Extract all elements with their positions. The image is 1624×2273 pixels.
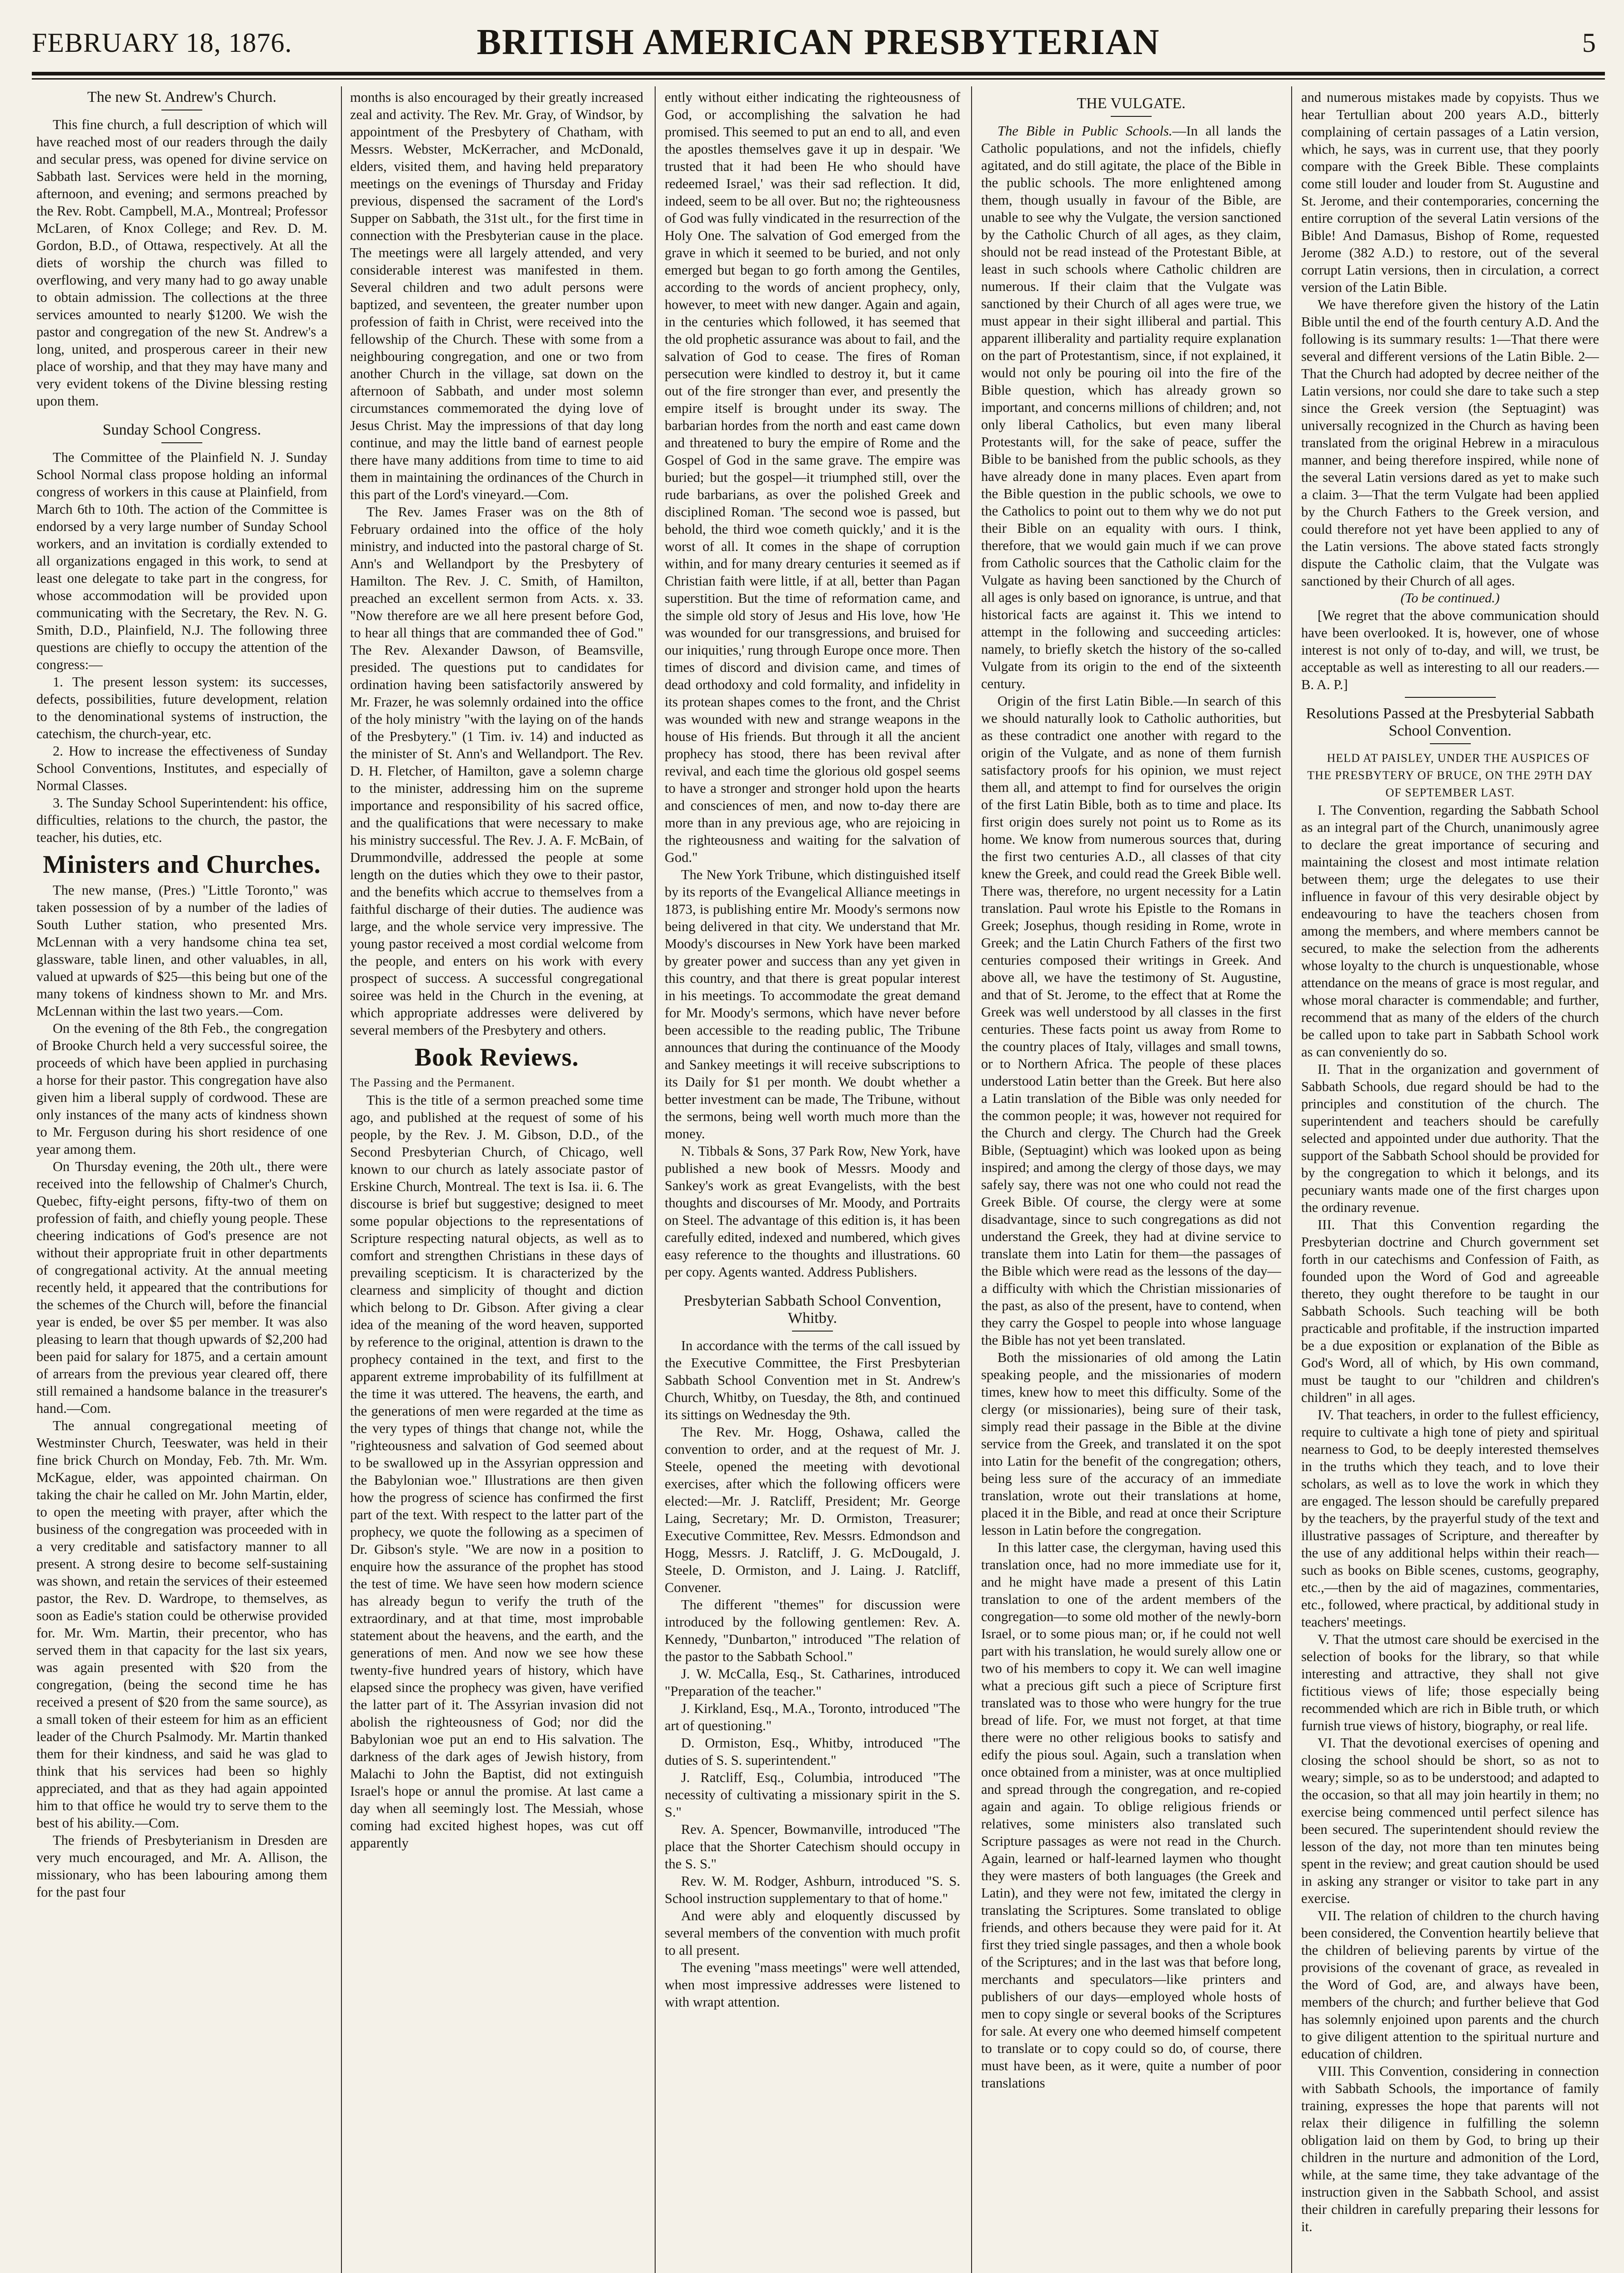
page-number: 5 — [1582, 28, 1596, 58]
column-4 — [981, 89, 1281, 2273]
section-heading: Ministers and Churches. — [43, 851, 321, 879]
article-paragraph: The Committee of the Plainfield N. J. Sunday School Normal class propose holding an informal congress of workers in this cause at Plainfield, from March 6th to 10th. The action of the Committee is endorsed by a very large number of Sunday School workers, and an invitation is cordially extended to all organizations engaged in this work, to send at least one delegate to take part in the congress, for whose accommodation will be provided upon communicating with the Secretary, the Rev. N. G. Smith, D.D., Plainfield, N.J. The following three questions are chiefly to occupy the attention of the congress:— — [36, 450, 327, 672]
newspaper-title: BRITISH AMERICAN PRESBYTERIAN — [476, 22, 1160, 62]
article-paragraph: The New York Tribune, which distinguished itself by its reports of the Evangelical Alliance meetings in 1873, is publishing entire Mr. Moody's sermons now being delivered in that city. We understand that Mr. Moody's discourses in New York have been marked by greater power and success than any yet given in this country, and that there is great popular interest in his meetings. To accommodate the great demand for Mr. Moody's sermons, which have never before been accessible to the reading public, The Tribune announces that during the continuance of the Moody and Sankey meetings it will receive subscriptions to its Daily for $1 per month. We doubt whether a better investment can be made, The Tribune, without the sermons, being well worth much more than the money. — [665, 867, 960, 1142]
divider — [1430, 743, 1471, 744]
divider — [1111, 116, 1152, 117]
column-2 — [350, 89, 643, 2273]
article-paragraph: In this latter case, the clergyman, having used this translation once, had no more immediate use for it, and he might have made a present of this Latin translation to one of the ardent members of the congregation—to some old mother of the newly-born Israel, or to some pious man; or, if he could not well part with his translation, he would surely allow one or two of his members to copy it. We can well imagine what a precious gift such a piece of Scripture first translated was to those who were hungry for the true bread of life. For, we must not forget, at that time there were no other religious books to satisfy and edify the pious soul. Again, such a translation when once obtained from a minister, was at once multiplied and spread through the congregation, and re-copied again and again. To oblige religious friends or relatives, some ministers also translated such Scripture passages as were not read in the Church. Again, learned or half-learned laymen who thought they were masters of both languages (the Greek and Latin), and they were not few, imitated the clergy in translating the Scriptures. Some translated to oblige friends, and others because they were paid for it. At first they tried single passages, and then a whole book of the Scriptures; and in the last was that before long, merchants and speculators—like printers and publishers of our days—employed whole hosts of men to copy single or several books of the Scriptures for sale. At every one who deemed himself competent to translate or to copy could so do, of course, there must have been, as it were, quite a number of poor translations — [981, 1540, 1281, 2091]
divider — [1405, 697, 1496, 698]
article-paragraph: N. Tibbals & Sons, 37 Park Row, New York, have published a new book of Messrs. Moody and Sankey's work as great Evangelists, with the best thoughts and discourses of Mr. Moody, and Portraits on Steel. The advantage of this edition is, it has been carefully edited, indexed and numbered, which gives easy reference to the thoughts and illustrations. 60 per copy. Agents wanted. Address Publishers. — [665, 1143, 960, 1280]
article-paragraph: The new manse, (Pres.) "Little Toronto," was taken possession of by a number of the ladies of South Luther station, who presented Mrs. McLennan with a very handsome china tea set, glassware, table linen, and other valuables, in all, valued at upwards of $25—this being but one of the many tokens of kindness shown to Mr. and Mrs. McLennan within the last two years.—Com. — [36, 882, 327, 1019]
column-divider — [971, 86, 972, 2273]
resolution-paragraph: III. That this Convention regarding the Presbyterian doctrine and Church government set forth in our catechisms and Confession of Faith, as founded upon the Word of God and agreeable thereto, they ought therefore to be taught in our Sabbath Schools. Such teaching will be both practicable and profitable, if the instruction imparted be a due exposition or explanation of the Bible as God's Word, all of which, by His own command, must be taught to our "children and children's children" in all ages. — [1301, 1217, 1599, 1405]
article-heading: Resolutions Passed at the Presbyterial Sabbath School Convention. — [1306, 705, 1594, 739]
column-3 — [665, 89, 960, 2273]
column-5 — [1301, 89, 1599, 2273]
section-heading: Book Reviews. — [414, 1043, 579, 1071]
article-heading: Presbyterian Sabbath School Convention, Whitby. — [683, 1292, 942, 1327]
resolution-paragraph: IV. That teachers, in order to the fullest efficiency, require to cultivate a high tone of piety and spiritual nearness to God, to be deeply interested themselves in the truths which they teach, and to love their scholars, as well as to love the work in which they are engaged. The lesson should be carefully prepared by the teachers, by the prayerful study of the text and illustrative passages of Scripture, and thereafter by the use of any additional helps within their reach—such as books on Bible scenes, customs, geography, etc.,—then by the aid of magazines, commentaries, etc., followed, where practical, by additional study in teachers' meetings. — [1301, 1407, 1599, 1630]
resolution-paragraph: I. The Convention, regarding the Sabbath School as an integral part of the Church, unanimously agree to declare the great importance of securing and maintaining the closest and most intimate relation between them; urge the delegates to use their influence in favour of this very desirable object by endeavouring to have the teachers chosen from among the members, and where members cannot be secured, to make the selection from the adherents whose loyalty to the church is unquestionable, whose attendance on the means of grace is most regular, and whose moral character is commendable; and further, recommend that as many of the elders of the church be called upon to take part in Sabbath School work as can conveniently do so. — [1301, 802, 1599, 1060]
article-paragraph: The friends of Presbyterianism in Dresden are very much encouraged, and Mr. A. Allison, the missionary, who has been labouring among them for the past four — [36, 1832, 327, 1900]
column-1 — [36, 89, 327, 2273]
article-paragraph: The evening "mass meetings" were well attended, when most impressive addresses were listened to with wrapt attention. — [665, 1960, 960, 2010]
article-paragraph: Both the missionaries of old among the Latin speaking people, and the missionaries of modern times, knew how to meet this difficulty. Some of the clergy (or missionaries), being sure of their task, simply read their passage in the Bible at the divine service from the Greek, and translated it on the spot into Latin for the benefit of the congregation; others, being less sure of the accuracy of an immediate translation, wrote out their translations at home, placed it in the Bible, and read at once their Scripture lesson in Latin before the congregation. — [981, 1350, 1281, 1538]
article-paragraph: And were ably and eloquently discussed by several members of the convention with much profit to all present. — [665, 1908, 960, 1958]
article-paragraph: ently without either indicating the righteousness of God, or accomplishing the salvation he had promised. This seemed to put an end to all, and even the apostles themselves gave it up in despair. 'We trusted that it had been He who should have redeemed Israel,' was their sad reflection. It did, indeed, seem to be all over. But no; the righteousness of God was fully vindicated in the resurrection of the Holy One. The salvation of God emerged from the grave in which it seemed to be buried, and not only emerged but began to go forth among the Gentiles, according to the words of ancient prophecy, only, however, to meet with new danger. Again and again, in the centuries which followed, it has seemed that the old prophetic assurance was about to fail, and the salvation of God to cease. The fires of Roman persecution were kindled to destroy it, but it came out of the fire stronger than ever, and presently the empire itself is brought under its sway. The barbarian hordes from the north and east came down and threatened to bury the empire of Rome and the Gospel of God in the same grave. The empire was buried; but the gospel—it triumphed still, over the rude barbarians, as over the polished Greek and disciplined Roman. 'The second woe is passed, but behold, the third woe cometh quickly,' and it is the worst of all. It comes in the shape of corruption within, and for many dreary centuries it seemed as if Christian faith were little, if at all, better than Pagan superstition. But the time of reformation came, and the simple old story of Jesus and His love, how 'He was wounded for our transgressions, and bruised for our iniquities,' rung through Europe once more. Then times of discord and division came, and times of dead orthodoxy and cold formality, and infidelity in its protean shapes comes to the front, and the Christ was wounded with new and strange weapons in the house of His friends. But through it all the ancient prophecy has stood, there has been revival after revival, and each time the glorious old gospel seems to have a stronger and stronger hold upon the hearts and consciences of men, and now to-day there are more than in any previous age, who are rejoicing in the righteousness and waiting for the salvation of God." — [665, 90, 960, 865]
article-heading: Sunday School Congress. — [102, 421, 261, 438]
divider — [161, 442, 202, 443]
resolution-paragraph: VII. The relation of children to the church having been considered, the Convention heartily believe that the children of believing parents by virtue of the provisions of the covenant of grace, as revealed in the Word of God, are, and always have been, members of the church; and further believe that God has solemnly enjoined upon parents and the church to give diligent attention to the spiritual nurture and education of children. — [1301, 1908, 1599, 2062]
column-divider — [655, 86, 656, 2273]
article-paragraph: The different "themes" for discussion were introduced by the following gentlemen: Rev. A. Kennedy, "Dunbarton," introduced "The relation of the pastor to the Sabbath School." — [665, 1597, 960, 1664]
column-divider — [341, 86, 342, 2273]
article-paragraph: The Rev. James Fraser was on the 8th of February ordained into the office of the holy ministry, and inducted into the pastoral charge of St. Ann's and Wellandport by the Presbytery of Hamilton. The Rev. J. C. Smith, of Hamilton, preached an excellent sermon from Acts. x. 33. "Now therefore are we all here present before God, to hear all things that are commanded thee of God." The Rev. Alexander Dawson, of Beamsville, presided. The questions put to candidates for ordination having been satisfactorily answered by Mr. Frazer, he was solemnly ordained into the office of the holy ministry "with the laying on of the hands of the Presbytery." (1 Tim. iv. 14) and inducted as the minister of St. Ann's and Wellandport. The Rev. D. H. Fletcher, of Hamilton, gave a solemn charge to the minister, addressing him on the supreme importance and responsibility of his sacred office, and the qualifications that were necessary to make his ministry successful. The Rev. J. A. F. McBain, of Drummondville, addressed the people at some length on the duties which they owe to their pastor, and the benefits which accrue to themselves from a faithful discharge of their duties. The audience was large, and the whole service very impressive. The young pastor received a most cordial welcome from the people, and enters on his work with every prospect of success. A successful congregational soiree was held in the Church in the evening, at which appropriate addresses were delivered by several members of the Presbytery and others. — [350, 504, 643, 1038]
list-item: 1. The present lesson system: its successes, defects, possibilities, future development, relation to the denominational systems of instruction, the catechism, the church-year, etc. — [36, 674, 327, 741]
article-paragraph: months is also encouraged by their greatly increased zeal and activity. The Rev. Mr. Gray, of Windsor, by appointment of the Presbytery of Chatham, with Messrs. Webster, McKerracher, and McDonald, elders, visited them, and having held preparatory meetings on the evenings of Thursday and Friday previous, dispensed the sacrament of the Lord's Supper on Sabbath, the 31st ult., for the first time in connection with the Presbyterian cause in the place. The meetings were all largely attended, and very considerable interest was manifested in them. Several children and two adult persons were baptized, and seventeen, the greater number upon profession of faith in Christ, were received into the fellowship of the Church. These with some from a neighbouring congregation, and one or two from another Church in the village, sat down on the afternoon of Sabbath, and under most solemn circumstances commemorated the dying love of Jesus Christ. May the impressions of that day long continue, and may the little band of earnest people there have many additions from time to time to aid them in maintaining the ordinances of the Church in this part of the Lord's vineyard.—Com. — [350, 90, 643, 502]
article-paragraph: This is the title of a sermon preached some time ago, and published at the request of some of his people, by the Rev. J. M. Gibson, D.D., of the Second Presbyterian Church, of Chicago, well known to our church as lately associate pastor of Erskine Church, Montreal. The text is Isa. ii. 6. The discourse is brief but suggestive; designed to meet some popular objections to the representations of Scripture respecting natural objects, as well as to comfort and strengthen Christians in these days of prevailing scepticism. It is characterized by the clearness and simplicity of thought and diction which belong to Dr. Gibson. After giving a clear idea of the meaning of the word heaven, supported by reference to the original, attention is drawn to the prophecy contained in the text, and first to the apparent extreme improbability of its fulfillment at the time it was uttered. The heavens, the earth, and the generations of men were regarded at the time as the very types of things that change not, while the "righteousness and salvation of God seemed about to be swallowed up in the Assyrian oppression and the Babylonian woe." Illustrations are then given how the progress of science has confirmed the first part of the text. With respect to the latter part of the prophecy, we quote the following as a specimen of Dr. Gibson's style. "We are now in a position to enquire how the assurance of the prophet has stood the test of time. We have seen how modern science has already begun to verify the truth of the extraordinary, and at that time, most improbable statement about the heavens, and the earth, and the generations of men. And now we see how these twenty-five hundred years of history, which have elapsed since the prophecy was given, have verified the latter part of it. The Assyrian invasion did not abolish the righteousness of God; nor did the Babylonian woe put an end to His salvation. The darkness of the dark ages of Jewish history, from Malachi to John the Baptist, did not extinguish Israel's hope or annul the promise. At last came a day when all seemingly lost. The Messiah, whose coming had excited highest hopes, was cut off apparently — [350, 1092, 643, 1851]
divider — [792, 1331, 833, 1332]
resolution-paragraph: VI. That the devotional exercises of opening and closing the school should be short, so as not to weary; simple, so as to be understood; and adapted to the occasion, so that all may join heartily in them; no exercise being commenced until perfect silence has been secured. The superintendent should review the lesson of the day, not more than ten minutes being spent in the review; and great caution should be used in asking any stranger or visitor to take part in any exercise. — [1301, 1735, 1599, 1906]
list-item: 3. The Sunday School Superintendent: his office, difficulties, relations to the church, the pastor, the teacher, his duties, etc. — [36, 795, 327, 845]
article-subheading: The Bible in Public Schools. — [997, 123, 1173, 139]
article-paragraph: On Thursday evening, the 20th ult., there were received into the fellowship of Chalmer's Church, Quebec, fifty-eight persons, fifty-two of them on profession of faith, and chiefly young people. These cheering indications of God's presence are not without their appropriate fruit in other departments of congregational activity. At the annual meeting recently held, it appeared that the contributions for the schemes of the Church will, before the financial year is ended, be over $5 per member. It was also pleasing to learn that though upwards of $2,200 had been paid for salary for 1875, and a certain amount of arrears from the previous year cleared off, there still remained a handsome balance in the treasurer's hand.—Com. — [36, 1159, 327, 1416]
article-paragraph: Rev. W. M. Rodger, Ashburn, introduced "S. S. School instruction supplementary to that of home." — [665, 1873, 960, 1906]
list-item: 2. How to increase the effectiveness of Sunday School Conventions, Institutes, and especially of Normal Classes. — [36, 743, 327, 793]
article-paragraph: On the evening of the 8th Feb., the congregation of Brooke Church held a very successful soiree, the proceeds of which have been applied in purchasing a horse for their pastor. This congregation have also given him a liberal supply of cordwood. These are only instances of the many acts of kindness shown to Mr. Ferguson during his short residence of one year among them. — [36, 1021, 327, 1157]
article-heading: THE VULGATE. — [1077, 95, 1186, 112]
column-divider — [1291, 86, 1292, 2273]
article-paragraph: J. W. McCalla, Esq., St. Catharines, introduced "Preparation of the teacher." — [665, 1666, 960, 1699]
article-paragraph — [981, 122, 1281, 692]
resolution-paragraph: V. That the utmost care should be exercised in the selection of books for the library, so that while interesting and attractive, they shall not give fictitious views of life; those especially being recommended which are rich in Bible truth, or which furnish true views of history, biography, or real life. — [1301, 1632, 1599, 1733]
article-paragraph: and numerous mistakes made by copyists. Thus we hear Tertullian about 200 years A.D., bitterly complaining of certain passages of a Latin version, which, he says, was in current use, that they poorly compare with the Greek Bible. These complaints come still louder and louder from St. Augustine and St. Jerome, and their contemporaries, concerning the entire corruption of the several Latin versions of the Bible! And Damasus, Bishop of Rome, requested Jerome (382 A.D.) to restore, out of the several corrupt Latin versions, then in circulation, a correct version of the Latin Bible. — [1301, 90, 1599, 295]
article-subheading: HELD AT PAISLEY, UNDER THE AUSPICES OF THE PRESBYTERY OF BRUCE, ON THE 29TH DAY OF SEPTEMBER LAST. — [1307, 751, 1593, 799]
article-text: —In all lands the Catholic populations, and not the infidels, chiefly agitated, and do still agitate, the place of the Bible in the public schools. The more enlightened among them, though usually in favour of the Bible, are unable to see why the Vulgate, the version sanctioned by the Catholic Church of all ages, as they claim, should not be read instead of the Protestant Bible, at least in such schools where Catholic children are numerous. If their claim that the Vulgate was sanctioned by their Church of all ages were true, we must appear in their sight illiberal and partial. This apparent illiberality and partiality require explanation on the part of Protestantism, since, if not explained, it would not only be pouring oil into the fire of the Bible question, which has already grown so important, and concerns millions of children; and, not only liberal Catholics, but even many liberal Protestants will, for the sake of peace, suffer the Bible to be banished from the public schools, as they have already done in many places. Even apart from the Bible question in the public schools, we owe to the Catholics to point out to them why we do not put their Bible on an equality with ours. I think, therefore, that we would gain much if we can prove from Catholic sources that the Catholic claim for the Vulgate as having been sanctioned by the Church of all ages is only based on ignorance, is untrue, and that historical facts are against it. This we intend to attempt in the following and succeeding articles: namely, to briefly sketch the history of the so-called Vulgate from its origin to the end of the sixteenth century. — [981, 123, 1281, 691]
continued-note: (To be continued.) — [1400, 591, 1500, 606]
issue-date: FEBRUARY 18, 1876. — [32, 28, 292, 58]
article-paragraph: Origin of the first Latin Bible.—In search of this we should naturally look to Catholic authorities, but as these contradict one another with regard to the origin of the Vulgate, and as none of them furnish satisfactory proofs for his opinion, we must reject them all, and attempt to find for ourselves the origin of the first Latin Bible, both as to time and place. Its first origin does surely not point us to Rome as its home. We know from numerous sources that, during the first two centuries A.D., all classes of that city knew the Greek, and could read the Greek Bible well. There was, therefore, no urgent necessity for a Latin translation. Paul wrote his Epistle to the Romans in Greek; Josephus, though residing in Rome, wrote in Greek; and the Latin Church Fathers of the first two centuries composed their writings in Greek. And above all, we have the testimony of St. Augustine, and that of St. Jerome, to the effect that at Rome the Greek was well understood by all classes in the first centuries. These facts point us away from Rome to the country places of Italy, villages and small towns, or to Northern Africa. The people of these places understood Latin better than the Greek. But here also a Latin translation of the Bible was only needed for the common people; it was, however not required for the Church and clergy. The Church had the Greek Bible, (Septuagint) which was looked upon as being inspired; and among the clergy of those days, we may safely say, there was not one who could not read the Greek Bible. Of course, the clergy were at some disadvantage, since to such congregations as did not understand the Greek, they had at divine service to translate them into Latin for them—the passages of the Bible which were read as the lessons of the day—a difficulty with which the Christian missionaries of the past, as also of the present, have to contend, when they carry the Gospel to people into whose language the Bible has not yet been translated. — [981, 693, 1281, 1348]
masthead-rule — [32, 72, 1605, 75]
article-paragraph: D. Ormiston, Esq., Whitby, introduced "The duties of S. S. superintendent." — [665, 1735, 960, 1768]
resolution-paragraph: VIII. This Convention, considering in connection with Sabbath Schools, the importance of family training, expresses the hope that parents will not relax their diligence in fulfilling the solemn obligation laid on them by God, to bring up their children in the nurture and admonition of the Lord, while, at the same time, they take advantage of the instruction given in the Sabbath School, and assist their children in carefully preparing their lessons for it. — [1301, 2063, 1599, 2234]
article-paragraph: J. Ratcliff, Esq., Columbia, introduced "The necessity of cultivating a missionary spirit in the S. S." — [665, 1770, 960, 1820]
article-paragraph: The Rev. Mr. Hogg, Oshawa, called the convention to order, and at the request of Mr. J. Steele, opened the meeting with devotional exercises, after which the following officers were elected:—Mr. J. Ratcliff, President; Mr. George Laing, Secretary; Mr. D. Ormiston, Treasurer; Executive Committee, Rev. Messrs. Edmondson and Hogg, Messrs. J. Ratcliff, J. G. McDougald, J. Steele, D. Ormiston, and J. Laing. J. Ratcliff, Convener. — [665, 1424, 960, 1595]
article-paragraph: Rev. A. Spencer, Bowmanville, introduced "The place that the Shorter Catechism should occupy in the S. S." — [665, 1822, 960, 1872]
masthead-rule-thin — [32, 78, 1605, 80]
article-heading: The new St. Andrew's Church. — [87, 89, 276, 105]
article-paragraph: The annual congregational meeting of Westminster Church, Teeswater, was held in their fine brick Church on Monday, Feb. 7th. Mr. Wm. McKague, elder, was appointed chairman. On taking the chair he called on Mr. John Martin, elder, to open the meeting with prayer, after which the business of the congregation was proceeded with in a very creditable and satisfactory manner to all present. A strong desire to become self-sustaining was shown, and retain the services of their esteemed pastor, the Rev. D. Wardrope, to themselves, as soon as Eadie's station could be otherwise provided for. Mr. Wm. Martin, their precentor, who has served them in that capacity for the last six years, was again presented with $20 from the congregation, (being the second time he has received a present of $20 from the same source), as a small token of their esteem for him as an efficient leader of the Church Psalmody. Mr. Martin thanked them for their kindness, and said he was glad to think that his services had been so highly appreciated, and that as they had again appointed him to that office he would try to serve them to the best of his ability.—Com. — [36, 1418, 327, 1831]
article-paragraph: J. Kirkland, Esq., M.A., Toronto, introduced "The art of questioning." — [665, 1701, 960, 1733]
editor-note: [We regret that the above communication should have been overlooked. It is, however, one of whose interest is not only of to-day, and will, we trust, be acceptable as well as interesting to all our readers.—B. A. P.] — [1301, 608, 1599, 692]
book-title: The Passing and the Permanent. — [350, 1076, 515, 1089]
article-paragraph: We have therefore given the history of the Latin Bible until the end of the fourth century A.D. And the following is its summary results: 1—That there were several and different versions of the Latin Bible. 2—That the Church had adopted by decree neither of the Latin versions, nor could she dare to take such a step since the Greek version (the Septuagint) was universally recognized in the Church as having been translated from the original Hebrew in a miraculous manner, and being therefore inspired, while none of the several Latin versions dared as yet to make such a claim. 3—That the term Vulgate had been applied by the Church Fathers to the Greek version, and could therefore not yet have been applied to any of the Latin versions. The above stated facts strongly dispute the Catholic claim, that the Vulgate was sanctioned by their Church of all ages. — [1301, 297, 1599, 589]
resolution-paragraph: II. That in the organization and government of Sabbath Schools, due regard should be had to the principles and constitution of the church. The superintendent and teachers should be carefully selected and appointed under due authority. That the support of the Sabbath School should be provided for by the congregation to which it belongs, and its pecuniary wants made one of the first charges upon the ordinary revenue. — [1301, 1061, 1599, 1215]
article-paragraph: This fine church, a full description of which will have reached most of our readers through the daily and secular press, was opened for divine service on Sabbath last. Services were held in the morning, afternoon, and evening; and sermons preached by the Rev. Robt. Campbell, M.A., Montreal; Professor McLaren, of Knox College; and Rev. D. M. Gordon, B.D., of Ottawa, respectively. At all the diets of worship the church was filled to overflowing, and very many had to go away unable to obtain admission. The collections at the three services amounted to nearly $1200. We wish the pastor and congregation of the new St. Andrew's a long, united, and prosperous career in their new place of worship, and that they may have many and very evident tokens of the Divine blessing resting upon them. — [36, 117, 327, 409]
article-paragraph: In accordance with the terms of the call issued by the Executive Committee, the First Presbyterian Sabbath School Convention met in St. Andrew's Church, Whitby, on Tuesday, the 8th, and continued its sittings on Wednesday the 9th. — [665, 1338, 960, 1422]
masthead — [32, 9, 1605, 68]
